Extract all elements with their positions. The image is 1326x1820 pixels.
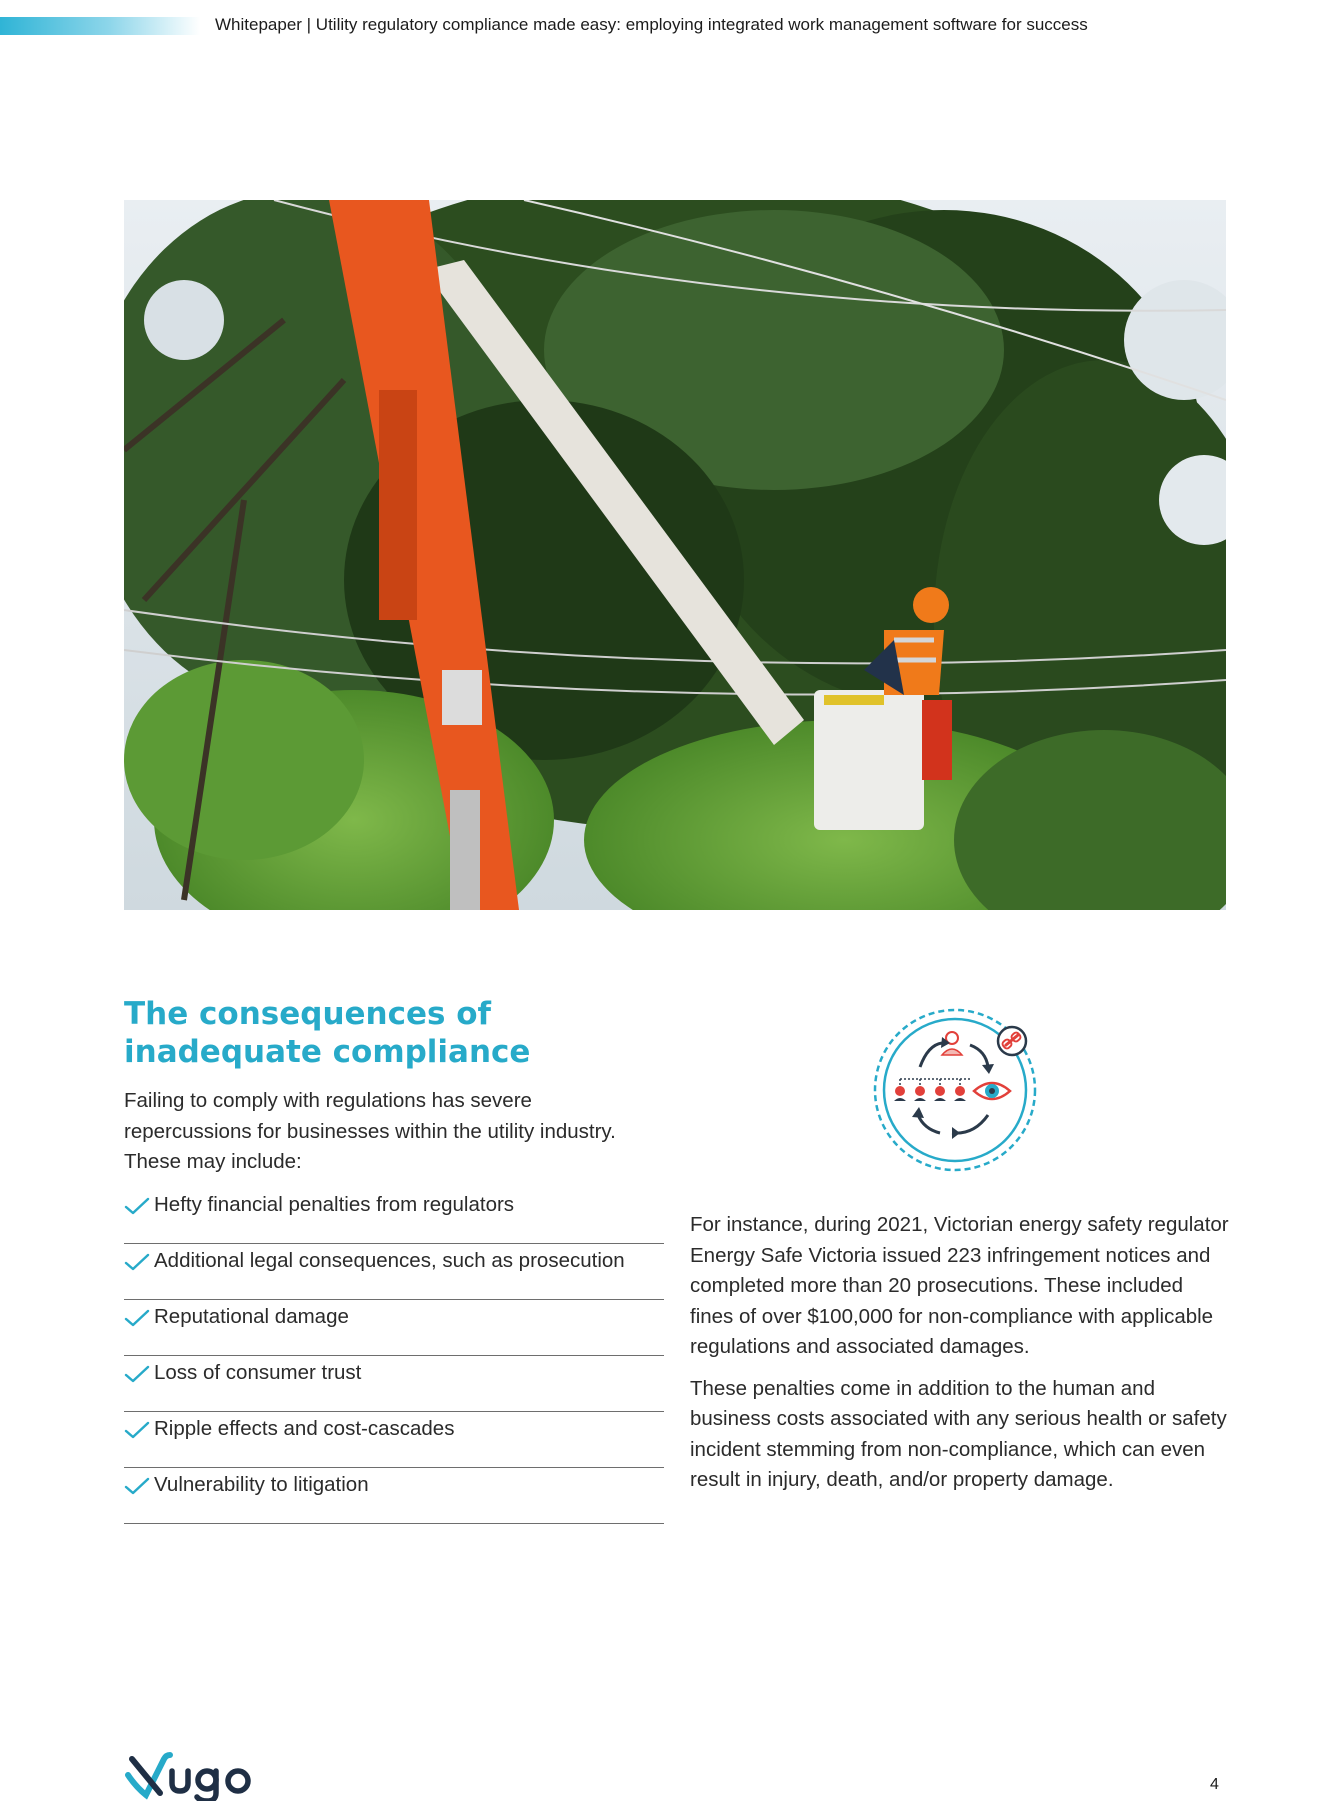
header-title: Whitepaper | Utility regulatory compliance made easy: employing integrated work management software for success bbox=[215, 15, 1088, 34]
section-heading bbox=[124, 995, 644, 1071]
check-icon bbox=[124, 1195, 150, 1217]
check-icon bbox=[124, 1251, 150, 1273]
list-item-label: Hefty financial penalties from regulators bbox=[154, 1193, 515, 1216]
compliance-cycle-icon bbox=[870, 1005, 1040, 1175]
photo-tree-trimming-bucket-truck bbox=[124, 200, 1226, 910]
header-accent-bar bbox=[0, 17, 200, 35]
list-item bbox=[124, 1356, 664, 1412]
body-paragraph-2: These penalties come in addition to the human and business costs associated with any serious health or safety incident stemming from non-compliance, which can even result in injury, death, and/or property damage. bbox=[690, 1376, 1227, 1491]
check-icon bbox=[124, 1475, 150, 1497]
list-item bbox=[124, 1300, 664, 1356]
list-item-label: Additional legal consequences, such as prosecution bbox=[154, 1249, 625, 1272]
list-item bbox=[124, 1188, 664, 1244]
list-item-label: Ripple effects and cost-cascades bbox=[154, 1417, 455, 1440]
hero-photo bbox=[124, 200, 1226, 910]
section-heading-line-2: inadequate compliance bbox=[124, 1034, 531, 1070]
intro-paragraph: Failing to comply with regulations has severe repercussions for businesses within the utility industry. These may include: bbox=[124, 1089, 616, 1173]
check-icon bbox=[124, 1363, 150, 1385]
list-item-label: Reputational damage bbox=[154, 1305, 349, 1328]
list-item bbox=[124, 1468, 664, 1524]
section-heading-line-1: The consequences of bbox=[124, 996, 492, 1032]
consequences-list bbox=[124, 1188, 664, 1524]
list-item-label: Vulnerability to litigation bbox=[154, 1473, 369, 1496]
list-item-label: Loss of consumer trust bbox=[154, 1361, 362, 1384]
check-icon bbox=[124, 1419, 150, 1441]
right-column-text bbox=[690, 1210, 1230, 1507]
body-paragraph-1: For instance, during 2021, Victorian energy safety regulator Energy Safe Victoria issued 223 infringement notices and completed more than 20 prosecutions. These included fines of over $100,000 for non-compliance with applicable regulations and associated damages. bbox=[690, 1213, 1229, 1358]
list-item bbox=[124, 1244, 664, 1300]
check-icon bbox=[124, 1307, 150, 1329]
page-number: 4 bbox=[1210, 1776, 1219, 1793]
list-item bbox=[124, 1412, 664, 1468]
xugo-logo bbox=[124, 1745, 256, 1801]
